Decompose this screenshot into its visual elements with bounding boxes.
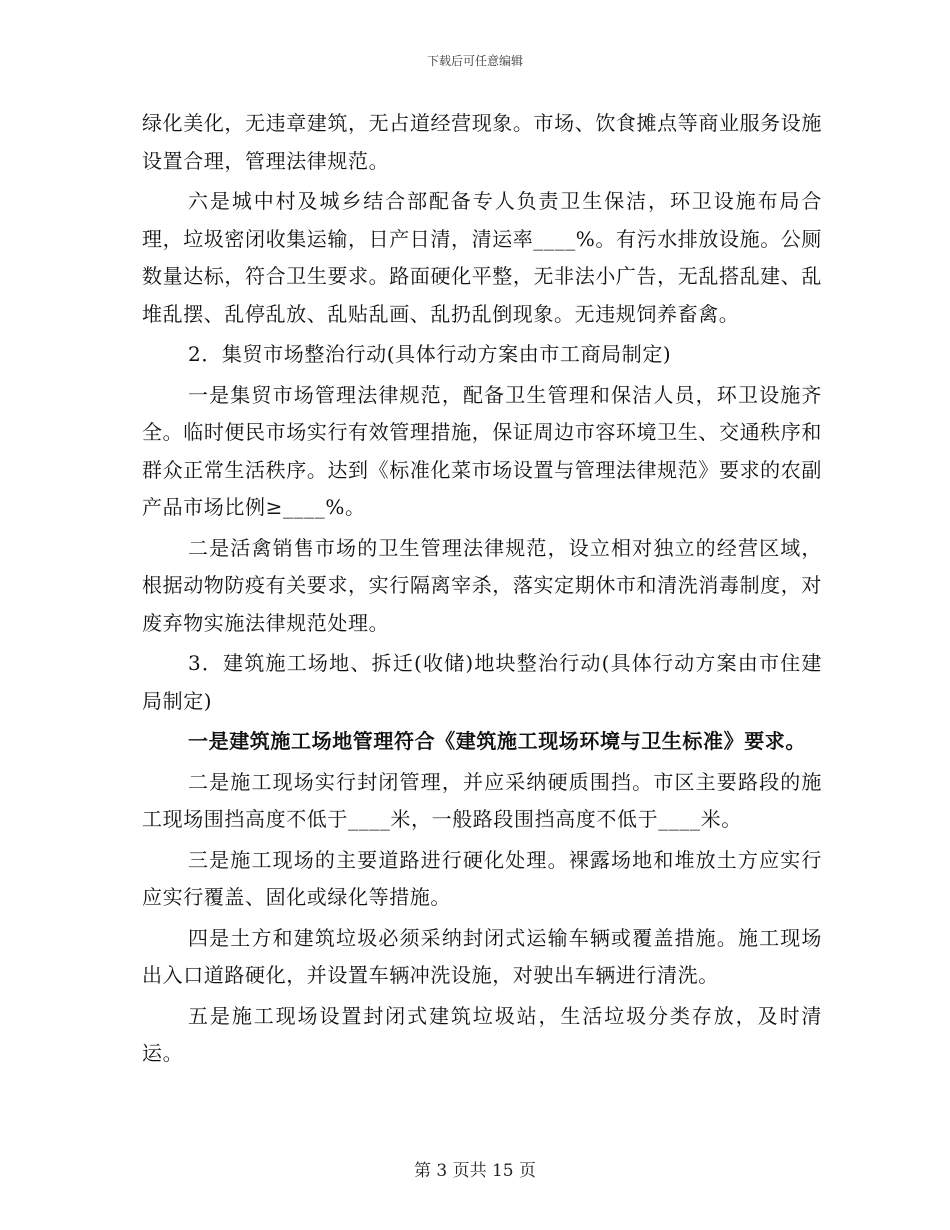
paragraph-9: 三是施工现场的主要道路进行硬化处理。裸露场地和堆放土方应实行应实行覆盖、固化或绿化等措施。: [142, 847, 822, 909]
paragraph-2: 六是城中村及城乡结合部配备专人负责卫生保洁，环卫设施布局合理，垃圾密闭收集运输，日产日清，清运率____%。有污水排放设施。公厕数量达标，符合卫生要求。路面硬化平整，无非法小广告，无乱搭乱建、乱堆乱摆、乱停乱放、乱贴乱画、乱扔乱倒现象。无违规饲养畜禽。: [142, 189, 823, 326]
page-number-footer: 第 3 页共 15 页: [413, 1161, 537, 1181]
paragraph-5: 二是活禽销售市场的卫生管理法律规范，设立相对独立的经营区域，根据动物防疫有关要求，实行隔离宰杀，落实定期休市和清洗消毒制度，对废弃物实施法律规范处理。: [142, 535, 822, 635]
paragraph-10: 四是土方和建筑垃圾必须采纳封闭式运输车辆或覆盖措施。施工现场出入口道路硬化，并设置车辆冲洗设施，对驶出车辆进行清洗。: [142, 925, 822, 987]
paragraph-1: 绿化美化，无违章建筑，无占道经营现象。市场、饮食摊点等商业服务设施设置合理，管理法律规范。: [142, 111, 822, 173]
paragraph-11: 五是施工现场设置封闭式建筑垃圾站，生活垃圾分类存放，及时清运。: [142, 1003, 822, 1065]
section-heading-2: 2．集贸市场整治行动(具体行动方案由市工商局制定): [188, 342, 672, 366]
paragraph-8: 二是施工现场实行封闭管理，并应采纳硬质围挡。市区主要路段的施工现场围挡高度不低于____米，一般路段围挡高度不低于____米。: [142, 769, 822, 831]
document-body: [142, 105, 822, 1076]
section-heading-3: 3．建筑施工场地、拆迁(收储)地块整治行动(具体行动方案由市住建局制定): [142, 651, 822, 713]
page-header: 下载后可任意编辑: [426, 54, 523, 68]
paragraph-4: 一是集贸市场管理法律规范，配备卫生管理和保洁人员，环卫设施齐全。临时便民市场实行有效管理措施，保证周边市容环境卫生、交通秩序和群众正常生活秩序。达到《标准化菜市场设置与管理法律规范》要求的农副产品市场比例≥____%。: [142, 382, 822, 519]
paragraph-7-bold: 一是建筑施工场地管理符合《建筑施工现场环境与卫生标准》要求。: [188, 729, 806, 753]
